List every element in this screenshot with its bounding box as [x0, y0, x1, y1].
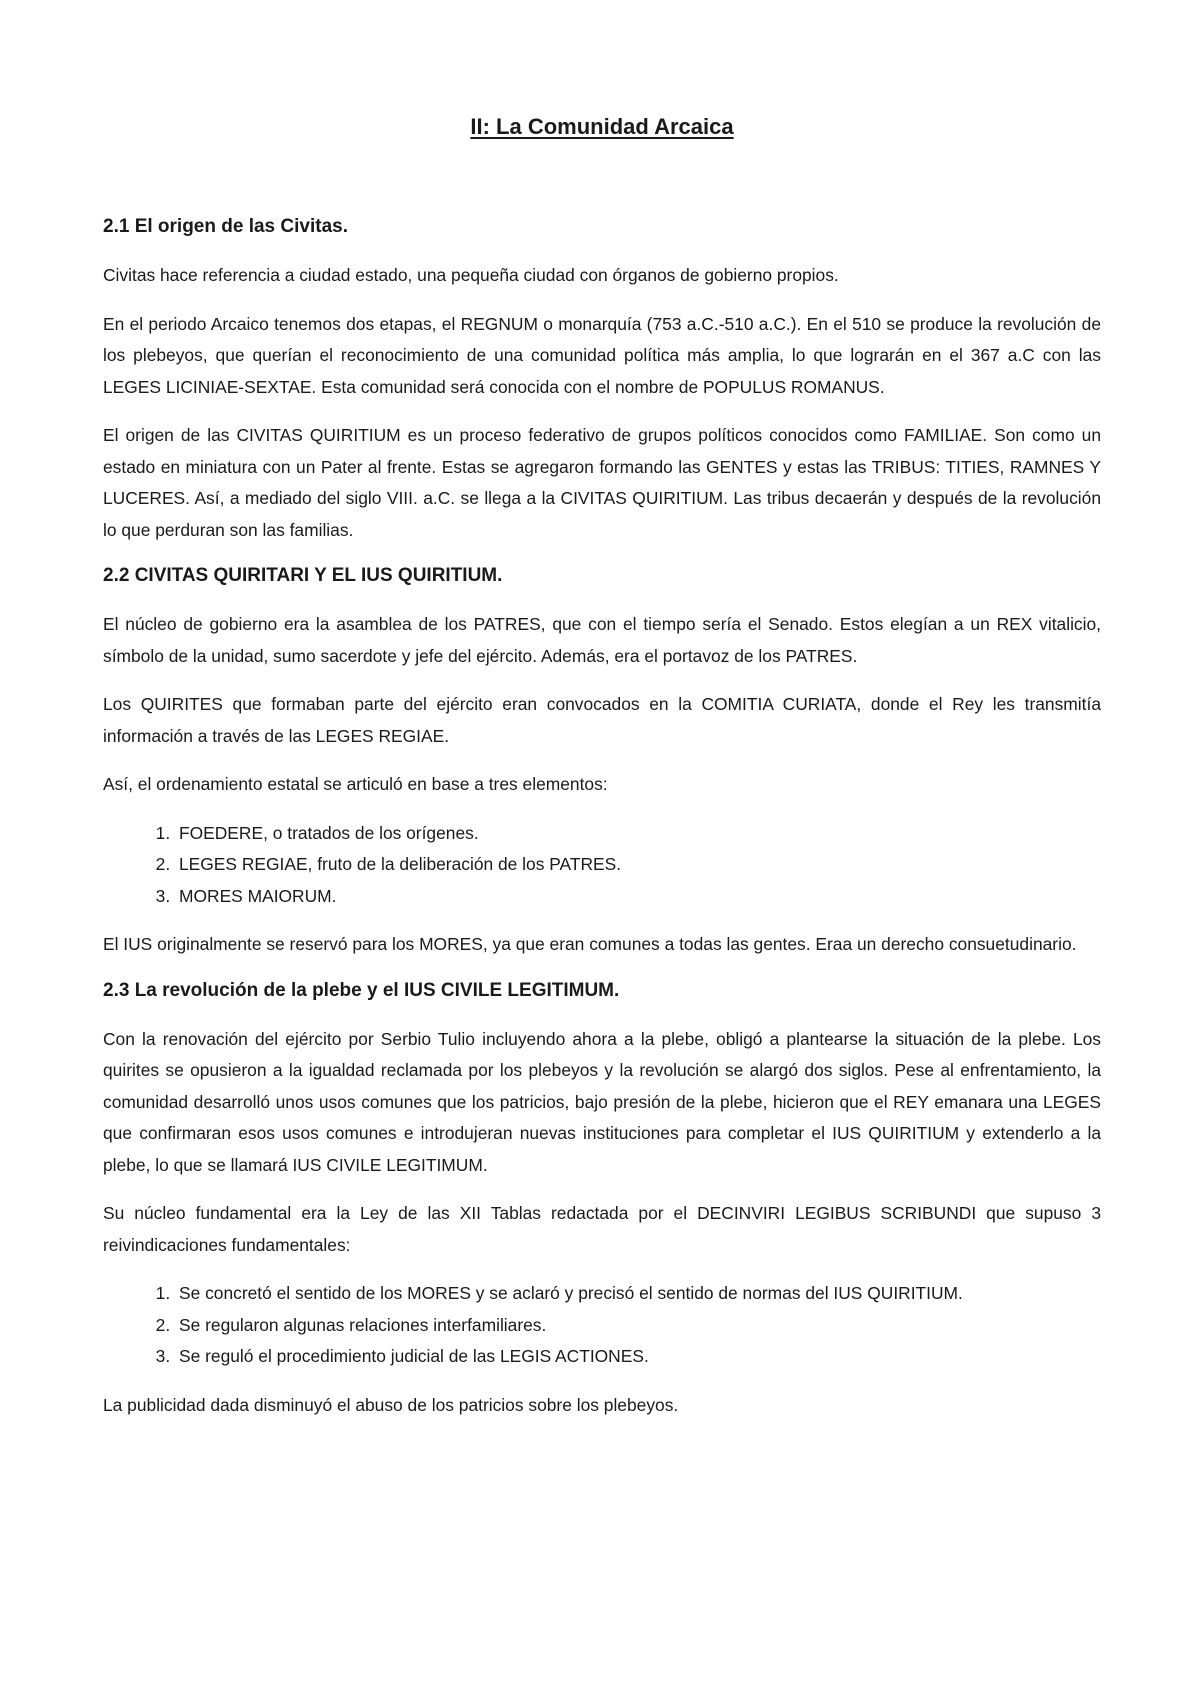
section-civitas-quiritari — [103, 563, 1101, 961]
paragraph: La publicidad dada disminuyó el abuso de los patricios sobre los plebeyos. — [103, 1394, 679, 1415]
paragraph: El origen de las CIVITAS QUIRITIUM es un proceso federativo de grupos políticos conocidos como FAMILIAE. Son como un estado en miniatura con un Pater al frente. Estas se agregaron formando las GENTES y estas las TRIBUS: TITIES, RAMNES Y LUCERES. Así, a mediado del siglo VIII. a.C. se llega a la CIVITAS QUIRITIUM. Las tribus decaerán y después de la revolución lo que perduran son las familias. — [103, 425, 1101, 540]
paragraph: Así, el ordenamiento estatal se articuló en base a tres elementos: — [103, 774, 608, 794]
section-heading: 2.1 El origen de las Civitas. — [103, 216, 348, 237]
paragraph: El IUS originalmente se reservó para los MORES, ya que eran comunes a todas las gentes. Eraa un derecho consuetudinario. — [103, 934, 1077, 954]
document-body — [103, 214, 1101, 1438]
paragraph: En el periodo Arcaico tenemos dos etapas, el REGNUM o monarquía (753 a.C.-510 a.C.). En el 510 se produce la revolución de los plebeyos, que querían el reconocimiento de una comunidad política más amplia, lo que lograrán en el 367 a.C con las LEGES LICINIAE-SEXTAE. Esta comunidad será conocida con el nombre de POPULUS ROMANUS. — [103, 313, 1101, 397]
paragraph: Su núcleo fundamental era la Ley de las XII Tablas redactada por el DECINVIRI LEGIBUS SCRIBUNDI que supuso 3 reivindicaciones fundamentales: — [103, 1203, 1101, 1255]
section-origen-civitas — [103, 214, 1101, 546]
list-item: 3. Se reguló el procedimiento judicial de las LEGIS ACTIONES. — [175, 1341, 1101, 1373]
list-item: 1. FOEDERE, o tratados de los orígenes. — [175, 818, 1101, 850]
section-heading: 2.2 CIVITAS QUIRITARI Y EL IUS QUIRITIUM. — [103, 565, 503, 586]
list-item: 1. Se concretó el sentido de los MORES y se aclaró y precisó el sentido de normas del IUS QUIRITIUM. — [175, 1278, 1101, 1310]
document-title: II: La Comunidad Arcaica — [470, 114, 734, 139]
paragraph: Civitas hace referencia a ciudad estado, una pequeña ciudad con órganos de gobierno propios. — [103, 265, 839, 285]
section-heading: 2.3 La revolución de la plebe y el IUS CIVILE LEGITIMUM. — [103, 979, 620, 1001]
numbered-list — [103, 818, 1101, 913]
list-item: 2. LEGES REGIAE, fruto de la deliberación de los PATRES. — [175, 849, 1101, 881]
paragraph: Los QUIRITES que formaban parte del ejército eran convocados en la COMITIA CURIATA, donde el Rey les transmitía información a través de las LEGES REGIAE. — [103, 694, 1101, 746]
list-item: 2. Se regularon algunas relaciones interfamiliares. — [175, 1310, 1101, 1342]
section-revolucion-plebe — [103, 978, 1101, 1422]
paragraph: Con la renovación del ejército por Serbio Tulio incluyendo ahora a la plebe, obligó a plantearse la situación de la plebe. Los quirites se opusieron a la igualdad reclamada por los plebeyos y la revolución se alargó dos siglos. Pese al enfrentamiento, la comunidad desarrolló unos usos comunes que los patricios, bajo presión de la plebe, hicieron que el REY emanara una LEGES que confirmaran esos usos comunes e introdujeran nuevas instituciones para completar el IUS QUIRITIUM y extenderlo a la plebe, lo que se llamará IUS CIVILE LEGITIMUM. — [103, 1028, 1101, 1175]
list-item: 3. MORES MAIORUM. — [175, 881, 1101, 913]
numbered-list — [103, 1278, 1101, 1373]
paragraph: El núcleo de gobierno era la asamblea de los PATRES, que con el tiempo sería el Senado. Estos elegían a un REX vitalicio, símbolo de la unidad, sumo sacerdote y jefe del ejército. Además, era el portavoz de los PATRES. — [103, 614, 1101, 666]
